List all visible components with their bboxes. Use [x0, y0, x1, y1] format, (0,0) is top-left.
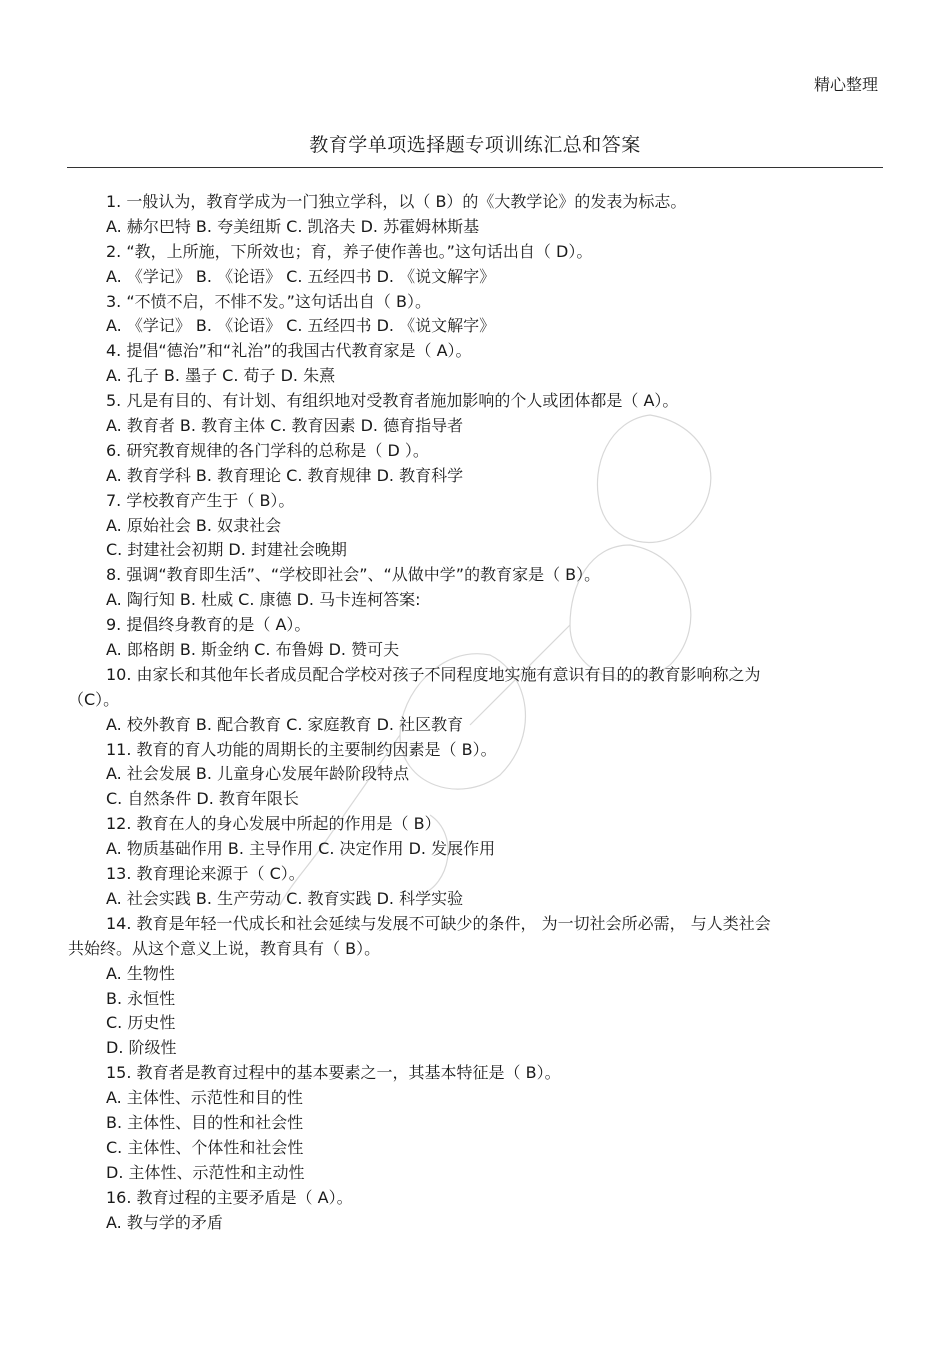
option-line: C. 主体性、个体性和社会性 [106, 1137, 304, 1157]
question-line: 9. 提倡终身教育的是（ A）。 [106, 615, 311, 635]
option-line: A. 物质基础作用 B. 主导作用 C. 决定作用 D. 发展作用 [106, 839, 496, 859]
question-line: 2. “教，上所施，下所效也；育，养子使作善也。”这句话出自（ D）。 [106, 241, 593, 261]
option-line: C. 封建社会初期 D. 封建社会晚期 [106, 540, 347, 560]
question-continuation-line: 共始终。从这个意义上说，教育具有（ B）。 [68, 938, 381, 958]
option-line: A. 社会实践 B. 生产劳动 C. 教育实践 D. 科学实验 [106, 888, 464, 908]
question-continuation-line: （C）。 [68, 689, 120, 709]
question-line: 13. 教育理论来源于（ C）。 [106, 864, 305, 884]
option-line: A. 原始社会 B. 奴隶社会 [106, 515, 282, 535]
option-line: B. 主体性、目的性和社会性 [106, 1112, 304, 1132]
option-line: A. 主体性、示范性和目的性 [106, 1088, 303, 1108]
question-line: 1. 一般认为，教育学成为一门独立学科，以（ B）的《大教学论》的发表为标志。 [106, 192, 687, 211]
header-note: 精心整理 [813, 75, 878, 94]
question-line: 7. 学校教育产生于（ B）。 [106, 490, 295, 510]
option-line: A. 孔子 B. 墨子 C. 荀子 D. 朱熹 [106, 366, 336, 386]
question-line: 12. 教育在人的身心发展中所起的作用是（ B） [106, 814, 441, 834]
question-line: 4. 提倡“德治”和“礼治”的我国古代教育家是（ A）。 [106, 341, 472, 361]
title-divider [67, 167, 883, 168]
question-line: 3. “不愤不启，不悱不发。”这句话出自（ B）。 [106, 291, 431, 311]
question-line: 5. 凡是有目的、有计划、有组织地对受教育者施加影响的个人或团体都是（ A）。 [106, 391, 679, 411]
option-line: A. 社会发展 B. 儿童身心发展年龄阶段特点 [106, 764, 410, 784]
option-line: A. 生物性 [106, 963, 175, 983]
option-line: A. 《学记》 B. 《论语》 C. 五经四书 D. 《说文解字》 [106, 316, 496, 336]
option-line: A. 陶行知 B. 杜威 C. 康德 D. 马卡连柯答案: [106, 590, 421, 610]
option-line: D. 主体性、示范性和主动性 [106, 1162, 305, 1182]
question-line: 15. 教育者是教育过程中的基本要素之一，其基本特征是（ B）。 [106, 1063, 561, 1083]
question-line: 8. 强调“教育即生活”、“学校即社会”、“从做中学”的教育家是（ B）。 [106, 565, 601, 585]
option-line: D. 阶级性 [106, 1038, 177, 1058]
option-line: B. 永恒性 [106, 988, 176, 1008]
option-line: A. 校外教育 B. 配合教育 C. 家庭教育 D. 社区教育 [106, 714, 464, 734]
question-line: 10. 由家长和其他年长者成员配合学校对孩子不同程度地实施有意识有目的的教育影响称之为 [106, 664, 761, 684]
option-line: A. 赫尔巴特 B. 夸美纽斯 C. 凯洛夫 D. 苏霍姆林斯基 [106, 216, 480, 236]
option-line: A. 教育者 B. 教育主体 C. 教育因素 D. 德育指导者 [106, 416, 464, 436]
question-line: 11. 教育的育人功能的周期长的主要制约因素是（ B）。 [106, 739, 497, 759]
question-line: 16. 教育过程的主要矛盾是（ A）。 [106, 1187, 353, 1207]
option-line: C. 自然条件 D. 教育年限长 [106, 789, 299, 809]
question-line: 14. 教育是年轻一代成长和社会延续与发展不可缺少的条件， 为一切社会所必需， 与人类社会 [106, 913, 771, 933]
question-list [68, 190, 880, 1235]
option-line: C. 历史性 [106, 1013, 176, 1033]
option-line: A. 教与学的矛盾 [106, 1212, 223, 1232]
document-title: 教育学单项选择题专项训练汇总和答案 [309, 134, 641, 156]
option-line: A. 教育学科 B. 教育理论 C. 教育规律 D. 教育科学 [106, 465, 464, 485]
option-line: A. 《学记》 B. 《论语》 C. 五经四书 D. 《说文解字》 [106, 266, 496, 286]
option-line: A. 郎格朗 B. 斯金纳 C. 布鲁姆 D. 赞可夫 [106, 640, 400, 660]
question-line: 6. 研究教育规律的各门学科的总称是（ D ）。 [106, 440, 429, 460]
